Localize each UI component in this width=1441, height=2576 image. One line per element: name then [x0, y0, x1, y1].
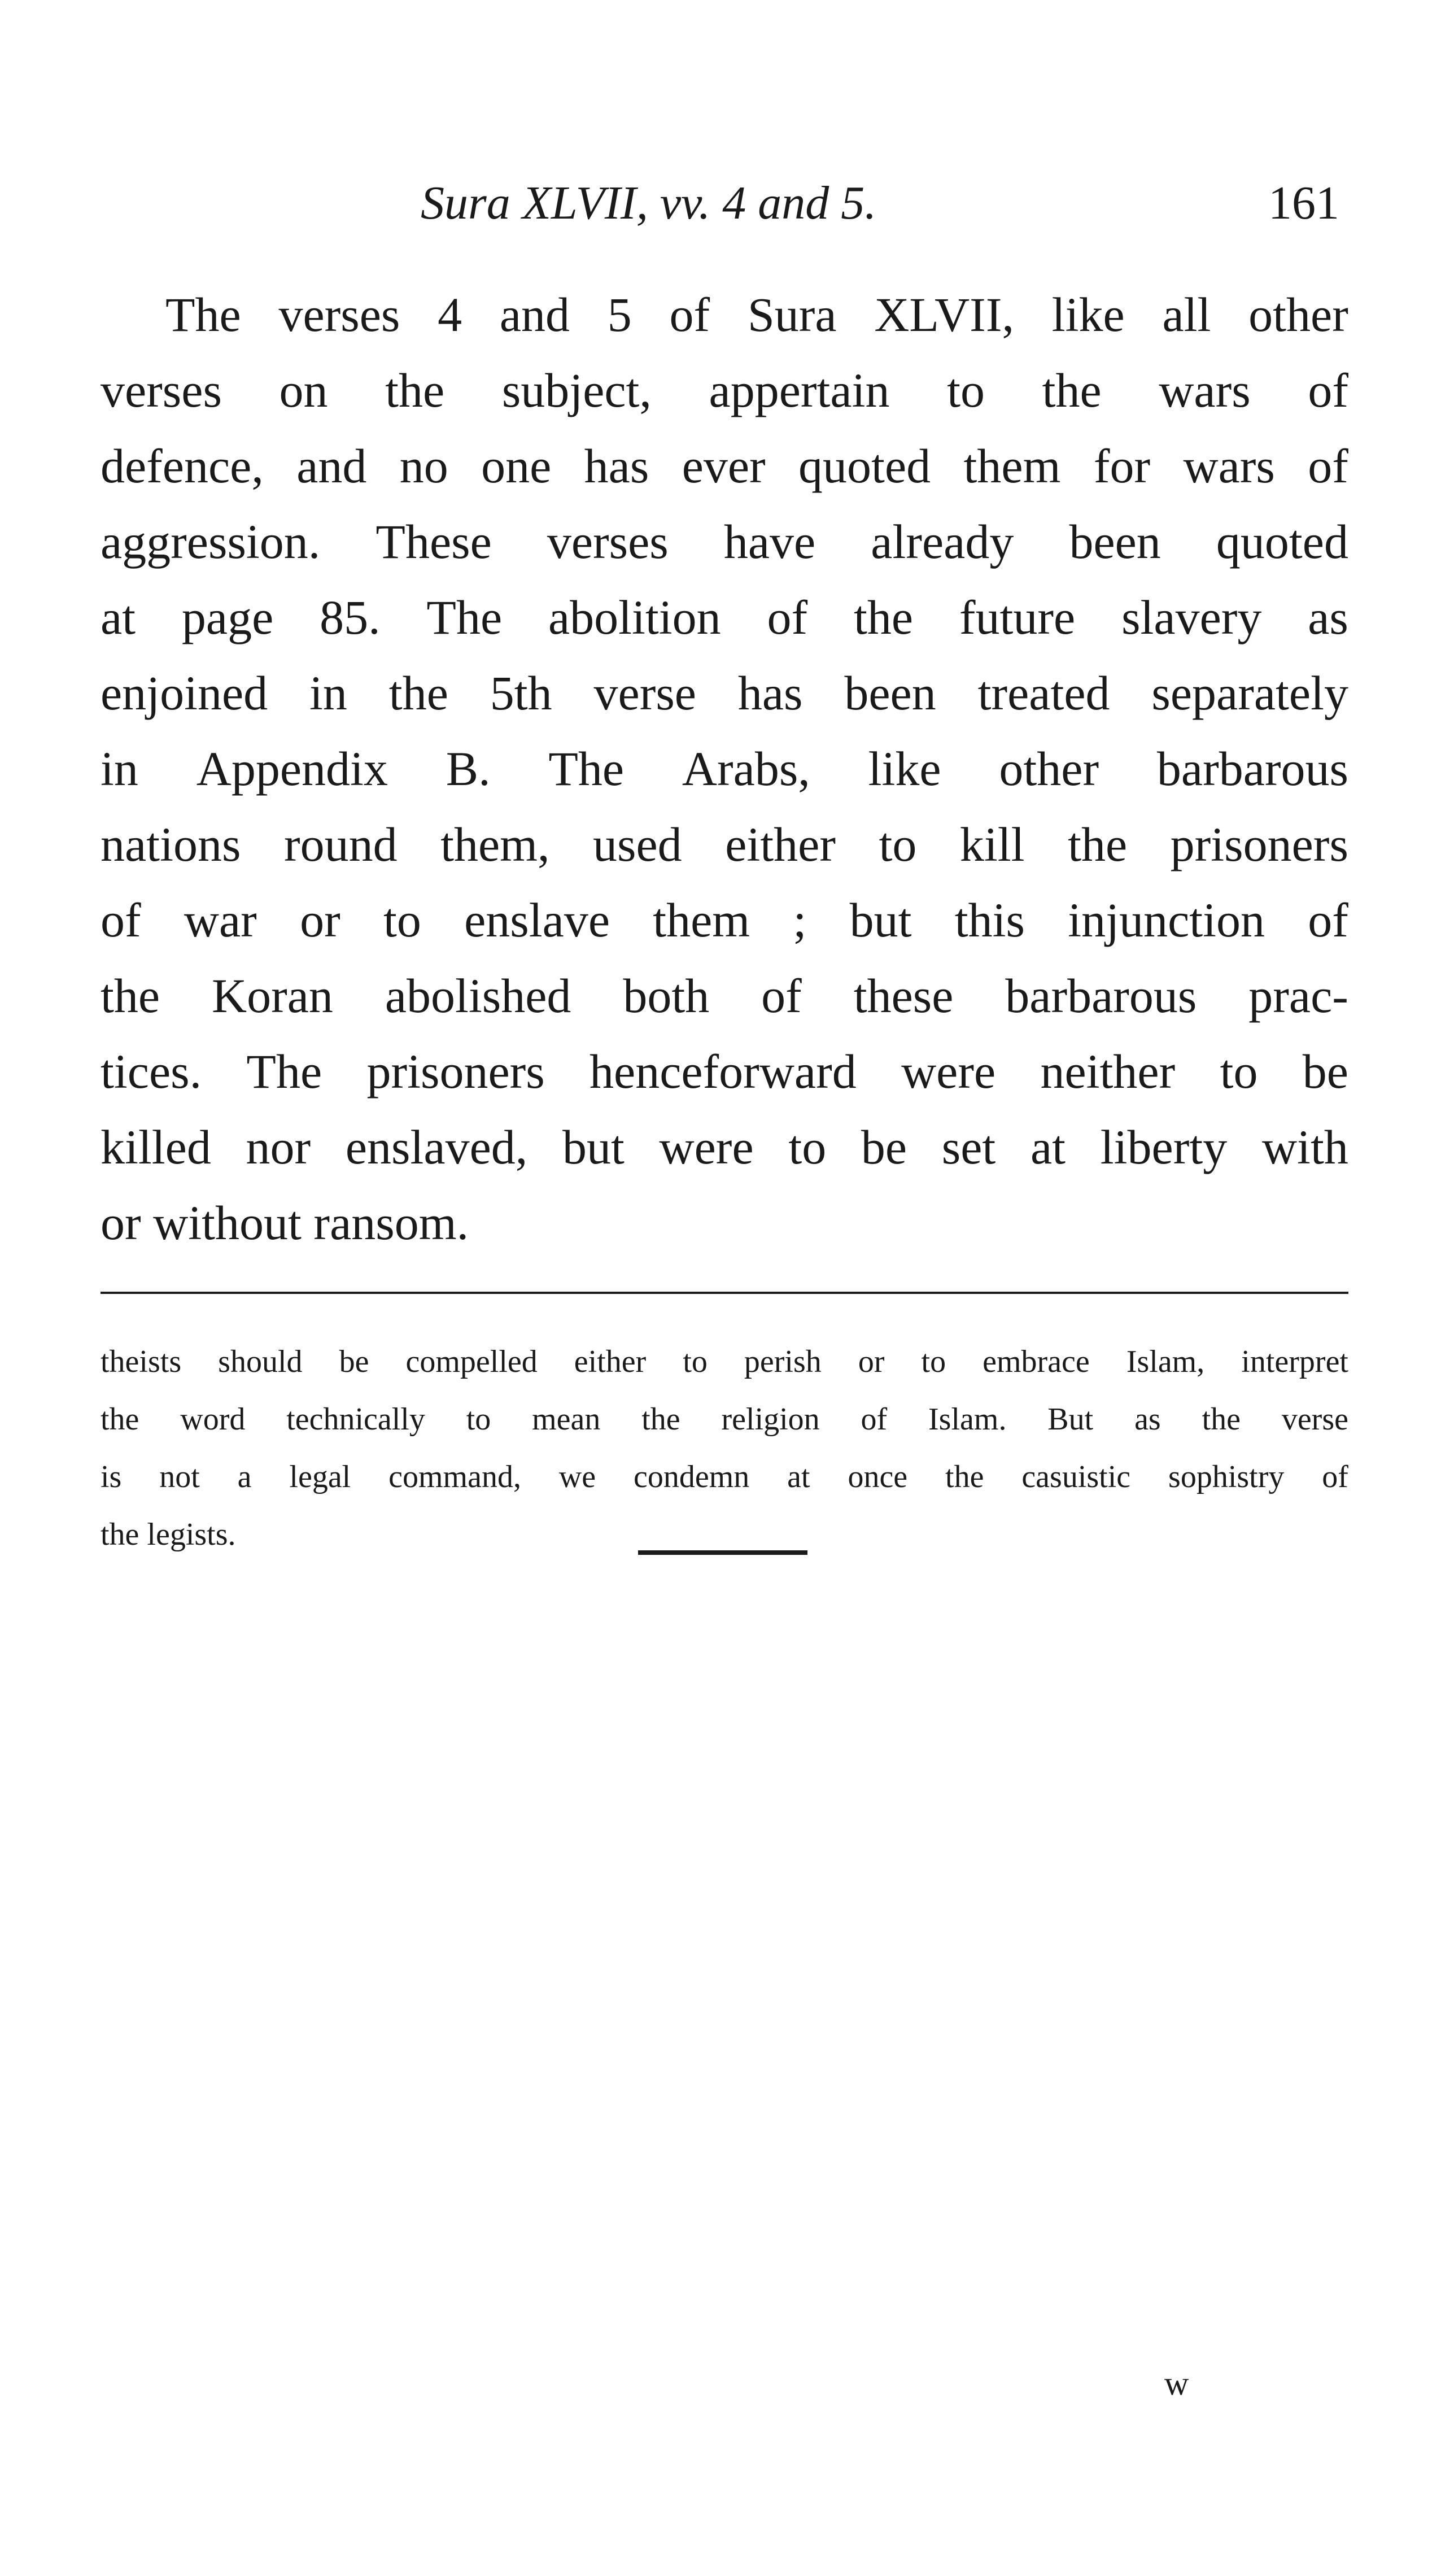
- word: quoted: [798, 439, 931, 493]
- word: the: [1068, 817, 1128, 871]
- footnote-line: [101, 1448, 1348, 1506]
- word: slavery: [1121, 590, 1262, 644]
- word: to: [1220, 1044, 1258, 1099]
- word: were: [659, 1120, 754, 1174]
- word: These: [375, 515, 492, 569]
- word: injunction: [1068, 893, 1265, 947]
- word: the: [101, 1402, 139, 1437]
- word: has: [737, 666, 803, 720]
- word: of: [1308, 893, 1348, 947]
- word: the: [1202, 1402, 1241, 1437]
- word: henceforward: [590, 1044, 857, 1099]
- word: have: [723, 515, 816, 569]
- word: to: [879, 817, 917, 871]
- word: as: [1134, 1402, 1161, 1437]
- page-number: 161: [1268, 177, 1339, 229]
- word: condemn: [633, 1459, 750, 1494]
- word: has: [584, 439, 649, 493]
- word: the: [945, 1459, 984, 1494]
- word: kill: [959, 817, 1025, 871]
- word: but: [849, 893, 912, 947]
- word: tices.: [101, 1044, 202, 1099]
- word: other: [1248, 287, 1348, 342]
- word: subject,: [501, 363, 652, 417]
- word: of: [767, 590, 808, 644]
- word: abolition: [548, 590, 721, 644]
- word: to: [947, 363, 985, 417]
- word: Sura: [747, 287, 837, 342]
- word: compelled: [405, 1344, 538, 1379]
- word: of: [1308, 439, 1348, 493]
- word: the: [641, 1402, 680, 1437]
- word: abolished: [385, 969, 571, 1023]
- word: nations: [101, 817, 241, 871]
- word: war: [184, 893, 257, 947]
- word: separately: [1151, 666, 1348, 720]
- word: either: [725, 817, 836, 871]
- word: the legists.: [101, 1517, 236, 1552]
- word: quoted: [1216, 515, 1348, 569]
- word: The: [548, 742, 625, 796]
- word: one: [481, 439, 552, 493]
- word: were: [901, 1044, 996, 1099]
- word: Islam,: [1126, 1344, 1205, 1379]
- word: barbarous: [1005, 969, 1197, 1023]
- word: the: [388, 666, 448, 720]
- word: no: [399, 439, 448, 493]
- word: 5th: [490, 666, 552, 720]
- word: set: [941, 1120, 996, 1174]
- word: as: [1308, 590, 1348, 644]
- word: of: [101, 893, 141, 947]
- word: in: [309, 666, 347, 720]
- word: B.: [446, 742, 491, 796]
- word: be: [861, 1120, 907, 1174]
- word: embrace: [983, 1344, 1090, 1379]
- word: 85.: [320, 590, 381, 644]
- word: to: [788, 1120, 827, 1174]
- word: or: [300, 893, 340, 947]
- end-rule: [638, 1550, 807, 1555]
- word: perish: [744, 1344, 822, 1379]
- main-paragraph: [101, 277, 1348, 1261]
- word: to: [383, 893, 421, 947]
- text-line: [101, 1185, 1348, 1261]
- word: of: [761, 969, 802, 1023]
- word: Arabs,: [682, 742, 810, 796]
- word: other: [999, 742, 1099, 796]
- text-line: [101, 1109, 1348, 1185]
- word: to: [466, 1402, 491, 1437]
- word: round: [283, 817, 398, 871]
- footnote-line: [101, 1391, 1348, 1448]
- word: we: [558, 1459, 596, 1494]
- word: like: [1051, 287, 1125, 342]
- word: to: [921, 1344, 946, 1379]
- word: of: [669, 287, 710, 342]
- footnote-paragraph: [101, 1333, 1348, 1563]
- word: once: [848, 1459, 908, 1494]
- word: of: [1308, 363, 1348, 417]
- signature-mark: w: [1164, 2365, 1189, 2402]
- word: like: [868, 742, 941, 796]
- word: Appendix: [196, 742, 388, 796]
- word: prac-: [1248, 969, 1348, 1023]
- word: religion: [721, 1402, 820, 1437]
- word: a: [237, 1459, 252, 1494]
- word: neither: [1040, 1044, 1176, 1099]
- word: or: [858, 1344, 885, 1379]
- word: be: [339, 1344, 369, 1379]
- word: word: [180, 1402, 246, 1437]
- word: or without ransom.: [101, 1196, 469, 1250]
- text-line: [101, 882, 1348, 958]
- word: already: [871, 515, 1014, 569]
- word: wars: [1159, 363, 1251, 417]
- text-line: [101, 1034, 1348, 1109]
- word: killed: [101, 1120, 211, 1174]
- word: 4: [438, 287, 462, 342]
- word: future: [959, 590, 1076, 644]
- word: ever: [682, 439, 766, 493]
- word: legal: [289, 1459, 351, 1494]
- word: prisoners: [366, 1044, 545, 1099]
- word: the: [1042, 363, 1102, 417]
- word: with: [1261, 1120, 1348, 1174]
- word: verses: [547, 515, 669, 569]
- word: appertain: [709, 363, 890, 417]
- word: nor: [246, 1120, 311, 1174]
- word: technically: [286, 1402, 425, 1437]
- word: them,: [440, 817, 550, 871]
- word: for: [1093, 439, 1151, 493]
- word: sophistry: [1168, 1459, 1285, 1494]
- word: The: [165, 287, 241, 342]
- text-line: [101, 807, 1348, 882]
- text-line: [101, 352, 1348, 428]
- word: used: [593, 817, 682, 871]
- word: at: [101, 590, 136, 644]
- word: the: [853, 590, 914, 644]
- word: them: [653, 893, 750, 947]
- word: The: [246, 1044, 322, 1099]
- word: interpret: [1241, 1344, 1348, 1379]
- footnote-divider: [101, 1292, 1348, 1294]
- word: aggression.: [101, 515, 321, 569]
- text-line: [101, 655, 1348, 731]
- word: The: [426, 590, 503, 644]
- word: them: [963, 439, 1061, 493]
- word: Islam.: [928, 1402, 1007, 1437]
- word: been: [1069, 515, 1161, 569]
- word: verses: [278, 287, 400, 342]
- word: the: [385, 363, 445, 417]
- word: command,: [388, 1459, 521, 1494]
- word: of: [861, 1402, 888, 1437]
- word: and: [296, 439, 367, 493]
- word: enslave: [464, 893, 610, 947]
- word: should: [218, 1344, 303, 1379]
- word: verses: [101, 363, 222, 417]
- word: Koran: [211, 969, 333, 1023]
- word: on: [279, 363, 328, 417]
- word: page: [181, 590, 274, 644]
- word: prisoners: [1170, 817, 1348, 871]
- word: ;: [793, 893, 807, 947]
- word: barbarous: [1156, 742, 1348, 796]
- word: both: [623, 969, 710, 1023]
- word: defence,: [101, 439, 264, 493]
- text-line: [101, 504, 1348, 579]
- word: at: [787, 1459, 810, 1494]
- word: liberty: [1100, 1120, 1228, 1174]
- word: not: [159, 1459, 200, 1494]
- word: all: [1162, 287, 1211, 342]
- running-title: Sura XLVII, vv. 4 and 5.: [421, 177, 877, 229]
- word: XLVII,: [874, 287, 1014, 342]
- word: enjoined: [101, 666, 268, 720]
- word: treated: [977, 666, 1110, 720]
- text-line: [101, 428, 1348, 504]
- word: this: [954, 893, 1025, 947]
- text-line: [101, 731, 1348, 807]
- footnote-line: [101, 1333, 1348, 1391]
- word: but: [562, 1120, 625, 1174]
- word: 5: [607, 287, 632, 342]
- text-line: [101, 277, 1348, 352]
- word: these: [853, 969, 954, 1023]
- word: and: [499, 287, 570, 342]
- word: of: [1322, 1459, 1348, 1494]
- word: either: [574, 1344, 647, 1379]
- word: But: [1047, 1402, 1094, 1437]
- word: theists: [101, 1344, 182, 1379]
- word: at: [1030, 1120, 1066, 1174]
- word: to: [683, 1344, 708, 1379]
- word: be: [1302, 1044, 1348, 1099]
- word: mean: [532, 1402, 601, 1437]
- text-line: [101, 579, 1348, 655]
- word: enslaved,: [345, 1120, 528, 1174]
- word: casuistic: [1021, 1459, 1131, 1494]
- word: is: [101, 1459, 122, 1494]
- word: wars: [1183, 439, 1275, 493]
- word: the: [101, 969, 160, 1023]
- text-line: [101, 958, 1348, 1034]
- word: in: [101, 742, 138, 796]
- word: been: [844, 666, 936, 720]
- word: verse: [1281, 1402, 1348, 1437]
- word: verse: [593, 666, 696, 720]
